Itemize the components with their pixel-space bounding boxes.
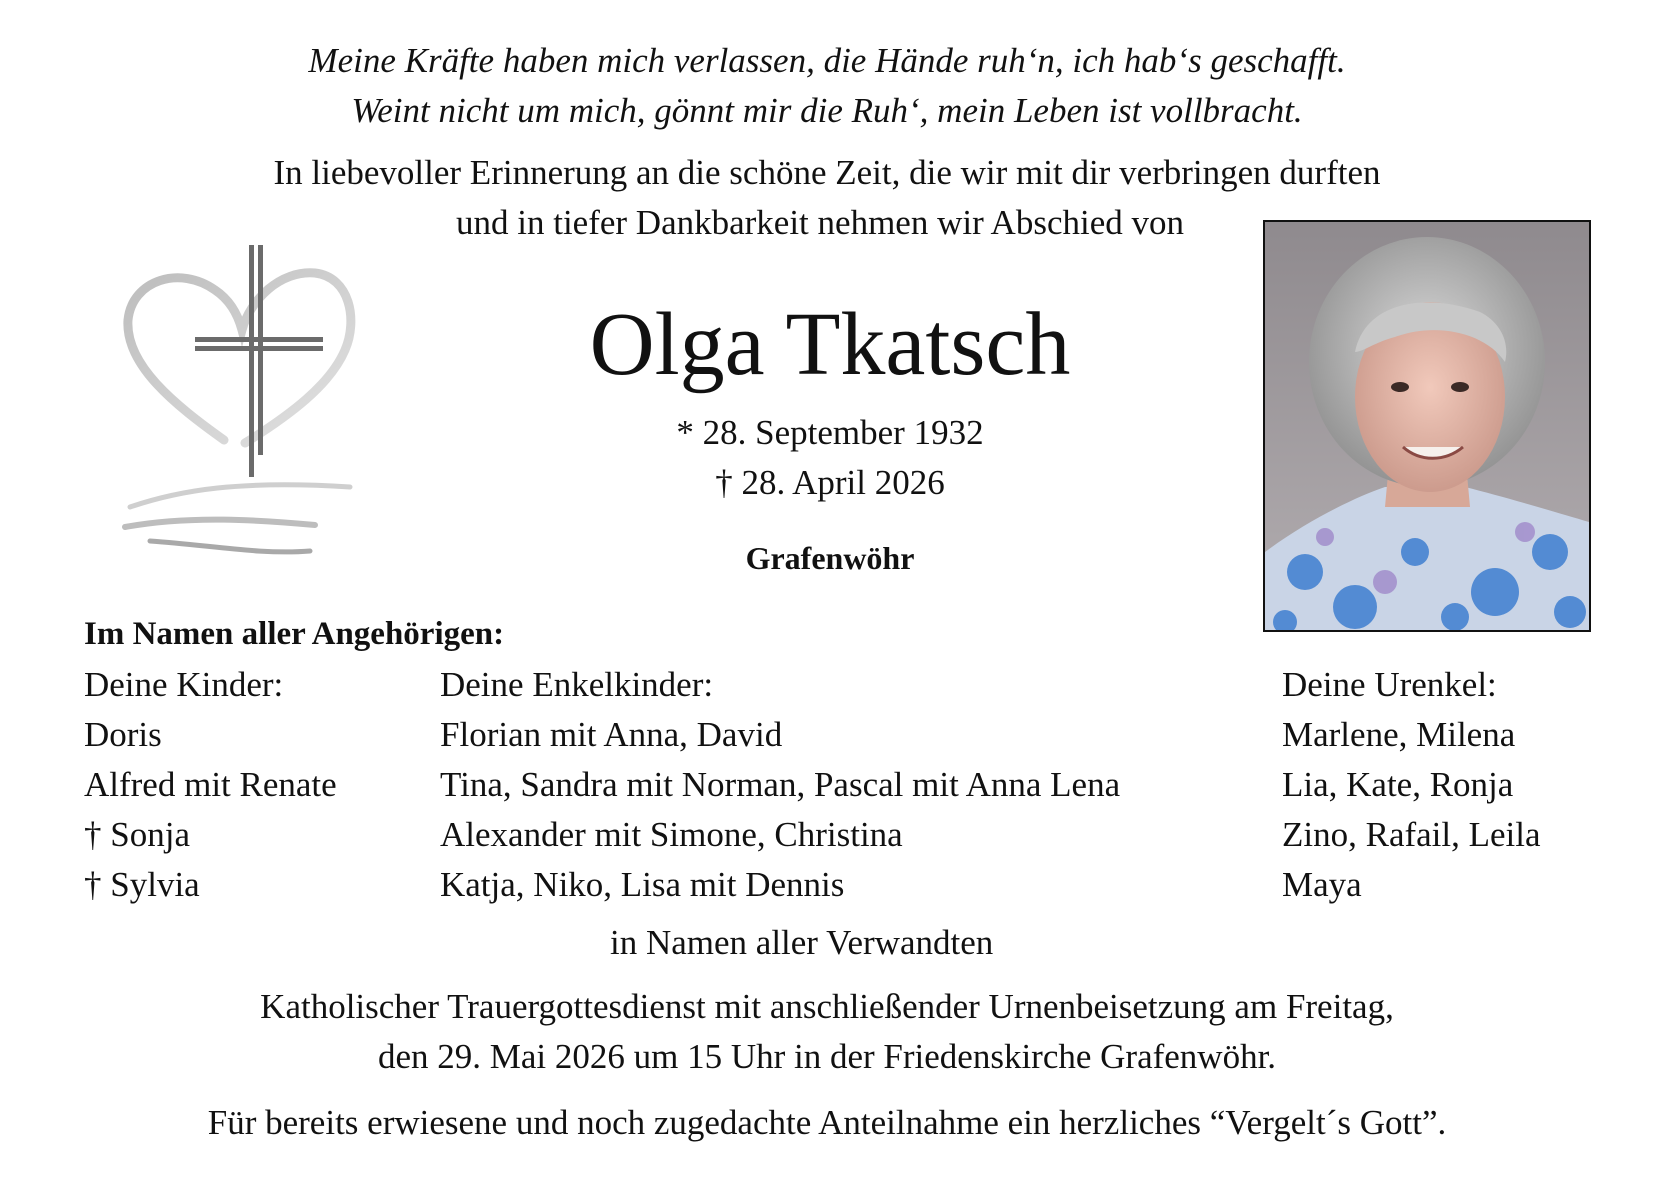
great-grandchildren-column — [1282, 660, 1541, 910]
hometown: Grafenwöhr — [745, 540, 915, 576]
intro-line-1: In liebevoller Erinnerung an die schöne Zeit, die wir mit dir verbringen durften — [273, 153, 1381, 192]
service-line-1: Katholischer Trauergottesdienst mit anschließender Urnenbeisetzung am Freitag, — [260, 987, 1394, 1026]
list-item: Katja, Niko, Lisa mit Dennis — [440, 865, 845, 904]
list-item: Zino, Rafail, Leila — [1282, 815, 1541, 854]
deceased-name: Olga Tkatsch — [589, 295, 1071, 394]
intro-line-2: und in tiefer Dankbarkeit nehmen wir Abschied von — [456, 203, 1184, 242]
list-item: Doris — [84, 715, 162, 754]
list-item: Maya — [1282, 865, 1362, 904]
list-item: † Sonja — [84, 815, 190, 854]
death-date: † 28. April 2026 — [715, 463, 945, 502]
motto-line-2: Weint nicht um mich, gönnt mir die Ruh‘, mein Leben ist vollbracht. — [351, 91, 1303, 130]
list-item: † Sylvia — [84, 865, 200, 904]
grandchildren-title: Deine Enkelkinder: — [440, 665, 714, 704]
list-item: Alfred mit Renate — [84, 765, 337, 804]
grandchildren-column — [440, 660, 1120, 910]
children-column — [84, 660, 337, 910]
motto-line-1: Meine Kräfte haben mich verlassen, die Hände ruh‘n, ich hab‘s geschafft. — [308, 41, 1346, 80]
children-title: Deine Kinder: — [84, 665, 284, 704]
list-item: Florian mit Anna, David — [440, 715, 783, 754]
relatives-line: in Namen aller Verwandten — [610, 923, 994, 962]
birth-date: * 28. September 1932 — [676, 413, 984, 452]
portrait-photo — [1263, 220, 1591, 632]
list-item: Marlene, Milena — [1282, 715, 1516, 754]
great-grandchildren-title: Deine Urenkel: — [1282, 665, 1497, 704]
list-item: Tina, Sandra mit Norman, Pascal mit Anna Lena — [440, 765, 1121, 804]
thanks-line: Für bereits erwiesene und noch zugedachte Anteilnahme ein herzliches “Vergelt´s Gott”. — [207, 1103, 1447, 1142]
service-line-2: den 29. Mai 2026 um 15 Uhr in der Friedenskirche Grafenwöhr. — [377, 1037, 1277, 1076]
list-item: Alexander mit Simone, Christina — [440, 815, 903, 854]
family-heading: Im Namen aller Angehörigen: — [84, 616, 505, 652]
heart-cross-icon — [120, 245, 360, 570]
list-item: Lia, Kate, Ronja — [1282, 765, 1514, 804]
